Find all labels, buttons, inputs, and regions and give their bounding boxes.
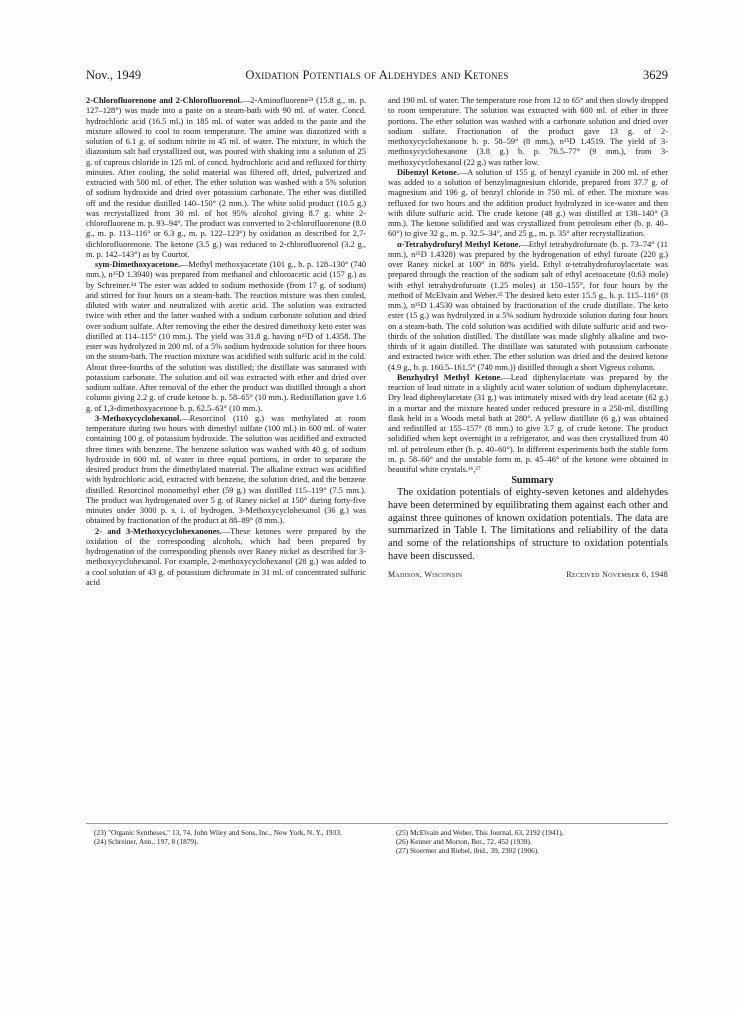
paragraph	[388, 96, 668, 168]
paragraph	[388, 373, 668, 476]
footnote: (25) McElvain and Weber, This Journal, 63, 2192 (1941).	[396, 828, 564, 837]
paragraph-text: —Ethyl tetrahydrofuroate (b. p. 73–74° (11 mm.), n²⁵D 1.4328) was prepared by the hydrogenation of ethyl furoate (220 g.) over Raney nickel at 100° in 88% yield. Ethyl α-tetrahydrofuroylacetate was prepared through the reaction of the sodium salt of ethyl acetoacetate (0.63 mole) with ethyl tetrahydrofuroate (1.25 moles) at 150–155°, for four hours by the method of McElvain and Weber.²⁵ The desired keto ester 15.5 g., b. p. 115–116° (8 mm.), n²⁵D 1.4530 was obtained by fractionation of the crude distillate. The keto ester (15 g.) was hydrolyzed in a 5% sodium hydroxide solution during four hours on a steam-bath. The cold solution was acidified with dilute sulfuric acid and two-thirds of the solution distilled. The distillate was made slightly alkaline and two-thirds of it again distilled. The distillate was saturated with potassium carbonate and extracted twice with ether. The ether solution was dried and the desired ketone (4.9 g., b. p. 160.5–161.5° (740 mm.)) distilled through a short Vigreux column.	[388, 239, 668, 372]
institution-location: Madison, Wisconsin	[388, 570, 463, 580]
section-title: 2- and 3-Methoxycyclohexanones.	[95, 526, 222, 536]
paragraph	[86, 96, 366, 260]
paragraph-text: —These ketones were prepared by the oxidation of the corresponding alcohols, which had been prepared by hydrogenation of the corresponding phenols over Raney nickel as described for 3-methoxycyclohexanol. For example, 2-methoxycyclohexanol (28 g.) was added to a cool solution of 43 g. of potassium dichromate in 31 ml. of concentrated sulfuric acid	[86, 526, 366, 587]
footnotes-right	[388, 828, 668, 856]
paragraph-text: —Methyl methoxyacetate (101 g., b. p. 128–130° (740 mm.), n²⁵D 1.3940) was prepared from methanol and chloroacetic acid (157 g.) as by Schreiner.²⁴ The ester was added to sodium methoxide (from 17 g. of sodium) and stirred for four hours on a steam-bath. The reaction mixture was then cooled, diluted with water and neutralized with acetic acid. The solution was extracted twice with ether and the latter washed with a sodium carbonate solution and dried over sodium sulfate. After removing the ether the desired dimethoxy keto ester was distilled at 114–115° (10 mm.). The yield was 31.8 g. having n²⁵D of 1.4358. The ester was hydrolyzed in 200 ml. of a 5% sodium hydroxide solution for three hours on the steam-bath. The reaction mixture was acidified with sulfuric acid in the cold. About three-fourths of the solution was distilled; the distillate was saturated with potassium carbonate. The solution and oil was extracted with ether and dried over sodium sulfate. After removal of the ether the product was distilled through a short column giving 2.2 g. of crude ketone b. p. 58–65° (10 mm.). Redistillation gave 1.6 g. of 1,3-dimethoxyacetone b. p. 62.5–63° (10 mm.).	[86, 260, 366, 413]
paragraph-text: —A solution of 155 g. of benzyl cyanide in 200 ml. of ether was added to a solution of benzylmagnesium chloride, prepared from 37.7 g. of magnesium and 196 g. of benzyl chloride in 750 ml. of ether. The mixture was refluxed for two hours and the addition product hydrolyzed in ice-water and then with dilute sulfuric acid. The crude ketone (48 g.) was distilled at 138–140° (3 mm.). The ketone solidified and was crystallized from petroleum ether (b. p. 40–60°) to give 32 g., m. p. 32.5–34°, and 25 g., m. p. 35° after recrystallization.	[388, 167, 668, 239]
section-title: Dibenzyl Ketone.	[397, 167, 459, 177]
footnote: (27) Stoermer and Riebel, ibid., 39, 2302 (1906).	[396, 846, 540, 856]
summary-text: The oxidation potentials of eighty-seven ketones and aldehydes have been determined by equilibrating them against each other and against three quinones of known oxidation potentials. The data are summarized in Table I. The limitations and reliability of the data and some of the relationships of structure to oxidation potentials have been discussed.	[388, 487, 668, 562]
running-title: Oxidation Potentials of Aldehydes and Ketones	[245, 68, 509, 82]
page-number: 3629	[643, 68, 668, 82]
paragraph	[388, 168, 668, 240]
paragraph-text: —Resorcinol (110 g.) was methylated at room temperature during two hours with dimethyl sulfate (100 ml.) in 600 ml. of water containing 100 g. of potassium hydroxide. The solution was acidified and extracted three times with benzene. The benzene solution was washed with 40 g. of sodium hydroxide in 600 ml. of water in three equal portions, in order to separate the desired product from the dimethylated material. The alkaline extract was acidified with hydrochloric acid, extracted with benzene, the solution dried, and the benzene distilled. Resorcinol monomethyl ether (59 g.) was distilled 115–119° (7.5 mm.). The product was hydrogenated over 5 g. of Raney nickel at 150° during forty-five minutes under 3000 p. s. i. of hydrogen. 3-Methoxycyclohexanol (36 g.) was obtained by fractionation of the product at 88–89° (8 mm.).	[86, 413, 366, 526]
summary-heading: Summary	[511, 475, 554, 487]
footnote: (24) Schreiner, Ann., 197, 8 (1879).	[94, 837, 199, 847]
section-title: Benzhydryl Methyl Ketone.	[397, 372, 503, 382]
section-title: 2-Chlorofluorenone and 2-Chlorofluorenol.	[86, 96, 242, 105]
paragraph	[86, 260, 366, 414]
running-header	[86, 68, 668, 82]
issue-date: Nov., 1949	[86, 68, 142, 82]
paragraph-text: —Lead diphenylacetate was prepared by the reaction of lead nitrate in a slightly acid water solution of sodium diphenylacetate. Dry lead diphenylacetate (31 g.) was intimately mixed with dry lead acetate (62 g.) in a mortar and the mixture heated under reduced pressure in a 250-ml. distilling flask held in a Woods metal bath at 280°. A yellow distillate (6 g.) was obtained and redistilled at 155–157° (8 mm.) to give 3.7 g. of crude ketone. The product solidified when kept overnight in a refrigerator, and was then crystallized from 40 ml. of petroleum ether (b. p. 40–60°). In different experiments both the stable form m. p. 58–60° and the unstable form m. p. 45–46° of the ketone were obtained in beautiful white crystals.²⁶,²⁷	[388, 372, 668, 474]
received-line	[388, 570, 668, 580]
paragraph	[388, 240, 668, 373]
received-date: Received November 6, 1948	[566, 570, 668, 580]
footnote: (26) Kenner and Morton, Ber., 72, 452 (1939).	[396, 837, 532, 847]
paragraph	[86, 414, 366, 527]
section-title: α-Tetrahydrofuryl Methyl Ketone.	[397, 239, 521, 249]
footnote-divider	[86, 823, 668, 824]
paragraph-text: —2-Aminofluorene²³ (15.8 g., m. p. 127–128°) was made into a paste on a steam-bath with 90 ml. of water. Concd. hydrochloric acid (16.5 ml.) in 185 ml. of water was added to the paste and the mixture allowed to cool to room temperature. The amine was diazotized with a solution of 6.1 g. of sodium nitrite in 45 ml. of water. The mixture, in which the diazonium salt had crystallized out, was poured with shaking into a solution of 25 g. of cuprous chloride in 125 ml. of concd. hydrochloric acid and refluxed for thirty minutes. After cooling, the solid material was filtered off, dried, pulverized and extracted with 500 ml. of ether. The ether solution was washed with a 5% solution of sodium hydroxide and dried over potassium carbonate. The ether was distilled off and the residue distilled 140–150° (2 mm.). The white solid product (10.5 g.) was recrystallized from 30 ml. of hot 95% alcohol giving 8.7 g. white 2-chlorofluorene m. p. 93–94°. The product was converted to 2-chlorofluorenone (8.0 g., m. p. 113–116° or 6.3 g., m. p. 122–123°) by oxidation as described for 2,7-dichlorofluorenone. The ketone (3.5 g.) was reduced to 2-chlorofluorenol (3.2 g., m. p. 142–143°) as by Courtot.	[86, 96, 366, 259]
section-title: 3-Methoxycyclohexanol.	[95, 413, 182, 423]
paragraph	[86, 527, 366, 589]
footnote: (23) "Organic Syntheses," 13, 74, John Wiley and Sons, Inc., New York, N. Y., 1933.	[94, 828, 342, 837]
footnotes-left	[86, 828, 366, 846]
left-column	[86, 96, 366, 588]
paragraph-text: and 190 ml. of water. The temperature rose from 12 to 65° and then slowly dropped to room temperature. The solution was extracted with 600 ml. of ether in three portions. The ether solution was washed with a carbonate solution and dried over sodium sulfate. Fractionation of the product gave 13 g. of 2-methoxycyclohexanone b. p. 58–59° (8 mm.), n²⁵D 1.4519. The yield of 3-methoxycyclohexanone (3.8 g.) b. p. 76.5–77° (9 mm.), from 3-methoxycyclohexanol (22 g.) was rather low.	[388, 96, 668, 167]
right-column	[388, 96, 668, 580]
section-title: sym-Dimethoxyacetone.	[95, 260, 181, 269]
